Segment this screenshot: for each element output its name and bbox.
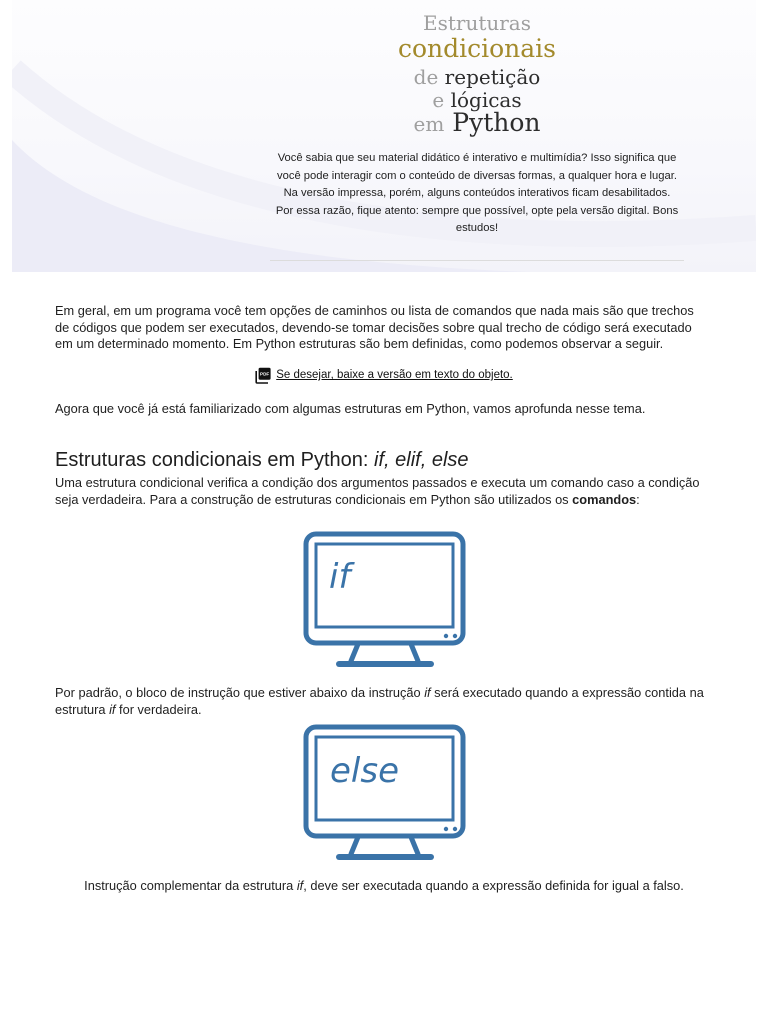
section-heading-keywords: if, elif, else: [374, 449, 469, 471]
monitor-icon: [306, 727, 463, 857]
paragraph-line: de códigos que podem ser executados, devendo-se tomar decisões sobre qual trecho de código será executado: [55, 319, 692, 335]
keyword: if: [424, 685, 431, 700]
intro-notice-line: estudos!: [455, 222, 499, 234]
title-word: Python: [452, 108, 541, 137]
monitor-stand-neck: [351, 837, 358, 854]
screen-keyword: else: [330, 751, 399, 791]
if-explanation-paragraph: [55, 685, 704, 718]
monitor-indicator-dot: [444, 827, 448, 831]
download-text-version-link[interactable]: [0, 366, 768, 384]
title-line: Estruturas: [422, 11, 531, 35]
caption-text: , deve ser executada quando a expressão definida for igual a falso.: [303, 878, 684, 893]
transition-paragraph: [55, 401, 645, 418]
paragraph-line: [55, 702, 704, 719]
title-word: repetição: [444, 65, 541, 89]
paragraph-line: [55, 685, 704, 702]
paragraph-line: em um determinado momento. Em Python estruturas são bem definidas, como podemos observar a seguir.: [55, 336, 664, 351]
intro-notice-line: você pode interagir com o conteúdo de diversas formas, a qualquer hora e lugar.: [277, 169, 677, 182]
pdf-icon[interactable]: [255, 367, 271, 384]
keyword: if: [296, 878, 304, 893]
title-word: lógicas: [450, 88, 522, 112]
title-line: [248, 109, 706, 138]
if-monitor-figure: [303, 531, 466, 672]
caption-text: Instrução complementar da estrutura: [84, 878, 297, 893]
intro-notice-line: Por essa razão, fique atento: sempre que possível, opte pela versão digital. Bons: [275, 204, 679, 217]
download-link-label[interactable]: Se desejar, baixe a versão em texto do objeto.: [276, 369, 513, 381]
title-line: [248, 65, 706, 89]
paragraph-line: Uma estrutura condicional verifica a condição dos argumentos passados e executa um comando caso a condição: [55, 475, 700, 490]
paragraph-line: [55, 492, 699, 509]
paragraph-text: :: [636, 491, 640, 507]
paragraph-text: seja verdadeira. Para a construção de estruturas condicionais em Python são utilizados os: [55, 491, 573, 507]
title-line-highlight: condicionais: [397, 34, 557, 63]
paragraph-text: for verdadeira.: [115, 701, 202, 717]
monitor-indicator-dot: [444, 634, 448, 638]
keyword: if: [109, 701, 116, 717]
title-connector: em: [413, 112, 445, 136]
intro-paragraph: [55, 303, 694, 353]
title-connector: de: [413, 65, 439, 89]
monitor-indicator-dot: [453, 827, 457, 831]
else-caption: [0, 878, 768, 895]
intro-notice-line: Na versão impressa, porém, alguns conteúdos interativos ficam desabilitados.: [283, 187, 671, 199]
paragraph-text: estrutura: [55, 701, 110, 717]
title-connector: e: [432, 88, 445, 112]
paragraph-text: será executado quando a expressão contida na: [430, 685, 704, 700]
monitor-stand-neck: [351, 644, 358, 661]
monitor-stand-neck: [411, 837, 418, 854]
monitor-indicator-dot: [453, 634, 457, 638]
monitor-icon: [306, 534, 463, 664]
monitor-stand-neck: [411, 644, 418, 661]
highlighted-term: comandos: [572, 491, 637, 507]
intro-notice: [248, 150, 706, 238]
intro-notice-line: Você sabia que seu material didático é interativo e multimídia? Isso significa que: [277, 152, 677, 164]
paragraph-line: Agora que você já está familiarizado com algumas estruturas em Python, vamos aprofunda nesse tema.: [55, 401, 646, 416]
hero-banner: [12, 0, 756, 272]
section-heading: [55, 448, 469, 472]
divider: [270, 260, 684, 261]
pdf-icon-label: PDF: [260, 371, 270, 377]
paragraph-line: Em geral, em um programa você tem opções de caminhos ou lista de comandos que nada mais são que trechos: [55, 303, 694, 318]
definition-paragraph: [55, 475, 699, 508]
screen-keyword: if: [329, 557, 351, 597]
section-heading-text: Estruturas condicionais em Python:: [55, 449, 375, 471]
else-monitor-figure: [303, 724, 466, 865]
paragraph-text: Por padrão, o bloco de instrução que estiver abaixo da instrução: [55, 685, 425, 700]
